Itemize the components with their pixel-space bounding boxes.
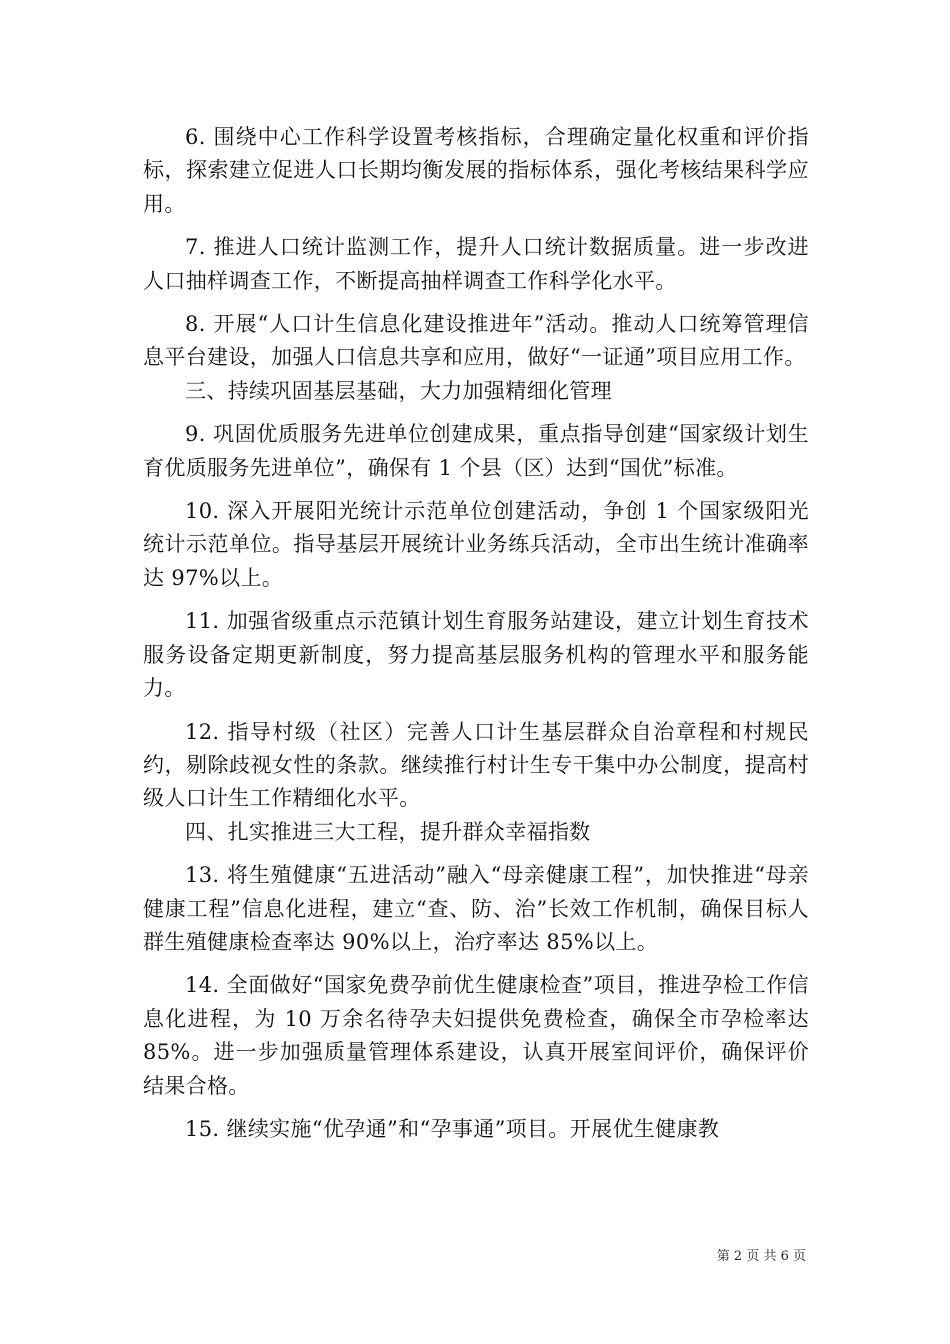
paragraph-14: 14. 全面做好“国家免费孕前优生健康检查”项目，推进孕检工作信息化进程，为 10 万余名待孕夫妇提供免费检查，确保全市孕检率达 85%。进一步加强质量管理体系建设，认真开展室间评价，确保评价结果合格。: [143, 973, 809, 1098]
document-body: [143, 121, 809, 1146]
paragraph-11: 11. 加强省级重点示范镇计划生育服务站建设，建立计划生育技术服务设备定期更新制度，努力提高基层服务机构的管理水平和服务能力。: [143, 609, 809, 701]
paragraph-13: 13. 将生殖健康“五进活动”融入“母亲健康工程”，加快推进“母亲健康工程”信息化进程，建立“查、防、治”长效工作机制，确保目标人群生殖健康检查率达 90%以上，治疗率达 85%以上。: [143, 863, 809, 954]
paragraph-12: 12. 指导村级（社区）完善人口计生基层群众自治章程和村规民约，剔除歧视女性的条款。继续推行村计生专干集中办公制度，提高村级人口计生工作精细化水平。: [143, 719, 809, 811]
section-heading-4: 四、扎实推进三大工程，提升群众幸福指数: [185, 819, 591, 844]
paragraph-9: 9. 巩固优质服务先进单位创建成果，重点指导创建“国家级计划生育优质服务先进单位”，确保有 1 个县（区）达到“国优”标准。: [143, 422, 809, 480]
paragraph-7: 7. 推进人口统计监测工作，提升人口统计数据质量。进一步改进人口抽样调查工作，不断提高抽样调查工作科学化水平。: [143, 235, 809, 293]
page-number: 第 2 页 共 6 页: [716, 1249, 806, 1264]
section-heading-3: 三、持续巩固基层基础，大力加强精细化管理: [185, 378, 612, 403]
paragraph-15: 15. 继续实施“优孕通”和“孕事通”项目。开展优生健康教: [185, 1116, 720, 1141]
paragraph-6: 6. 围绕中心工作科学设置考核指标，合理确定量化权重和评价指标，探索建立促进人口长期均衡发展的指标体系，强化考核结果科学应用。: [143, 125, 809, 216]
paragraph-8: 8. 开展“人口计生信息化建设推进年”活动。推动人口统筹管理信息平台建设，加强人口信息共享和应用，做好“一证通”项目应用工作。: [143, 312, 809, 370]
paragraph-10: 10. 深入开展阳光统计示范单位创建活动，争创 1 个国家级阳光统计示范单位。指导基层开展统计业务练兵活动，全市出生统计准确率达 97%以上。: [143, 499, 809, 590]
